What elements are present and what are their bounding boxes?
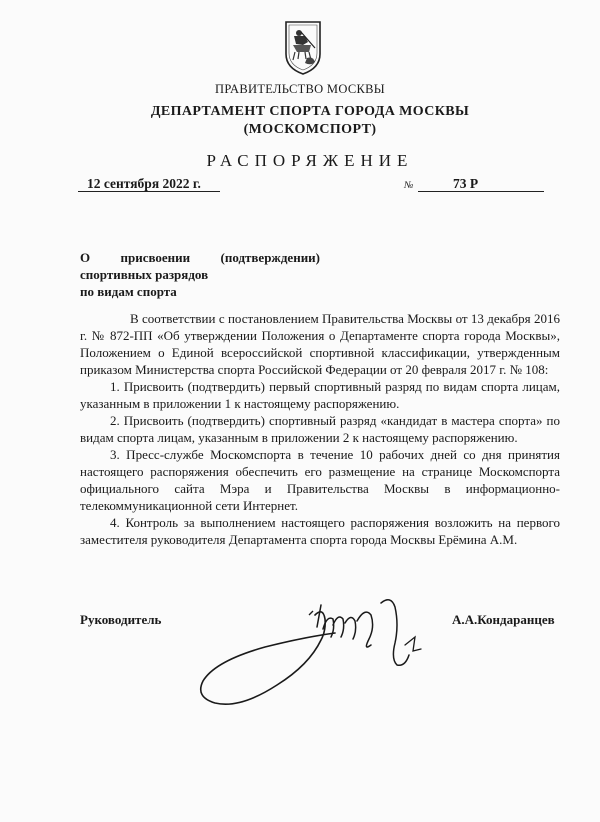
signatory-role: Руководитель (80, 612, 162, 627)
document-number: 73 Р (453, 176, 479, 191)
number-label: № (404, 180, 414, 191)
document-subject (80, 249, 320, 300)
department-name: ДЕПАРТАМЕНТ СПОРТА ГОРОДА МОСКВЫ (150, 104, 470, 119)
subject-line-1 (80, 249, 320, 266)
handwritten-signature-icon (185, 585, 435, 715)
number-underline (418, 191, 544, 192)
date-underline (78, 191, 220, 192)
subject-line-3: по видам спорта (80, 284, 177, 299)
order-item-1: 1. Присвоить (подтвердить) первый спортивный разряд по видам спорта лицам, указанным в приложении 1 к настоящему распоряжению. (80, 379, 560, 411)
coat-of-arms-icon (283, 18, 323, 76)
government-name: ПРАВИТЕЛЬСТВО МОСКВЫ (215, 82, 385, 96)
document-body (80, 310, 560, 548)
signatory-name: А.А.Кондаранцев (452, 612, 555, 627)
order-item-2: 2. Присвоить (подтвердить) спортивный разряд «кандидат в мастера спорта» по видам спорта лицам, указанным в приложении 2 к настоящему распоряжению. (80, 413, 560, 445)
subject-word: присвоении (120, 250, 191, 265)
subject-line-2: спортивных разрядов (80, 267, 209, 282)
subject-word: (подтверждении) (220, 250, 320, 265)
document-date: 12 сентября 2022 г. (87, 176, 201, 191)
order-item-3: 3. Пресс-службе Москомспорта в течение 10 рабочих дней со дня принятия настоящего распоряжения обеспечить его размещение на странице Москомспорта официального сайта Мэра и Правительства Москвы в информационно-телекоммуникационной сети Интернет. (80, 447, 560, 513)
document-type: РАСПОРЯЖЕНИЕ (206, 151, 414, 170)
department-short-name: (МОСКОМСПОРТ) (243, 122, 377, 137)
preamble-paragraph: В соответствии с постановлением Правительства Москвы от 13 декабря 2016 г. № 872-ПП «Об утверждении Положения о Департаменте спорта города Москвы», Положением о Единой всероссийской спортивной классификации, утвержденным приказом Министерства спорта Российской Федерации от 20 февраля 2017 г. № 108: (80, 311, 560, 377)
order-item-4: 4. Контроль за выполнением настоящего распоряжения возложить на первого заместителя руководителя Департамента спорта города Москвы Ерёмина А.М. (80, 515, 560, 547)
subject-word: О (80, 250, 91, 265)
